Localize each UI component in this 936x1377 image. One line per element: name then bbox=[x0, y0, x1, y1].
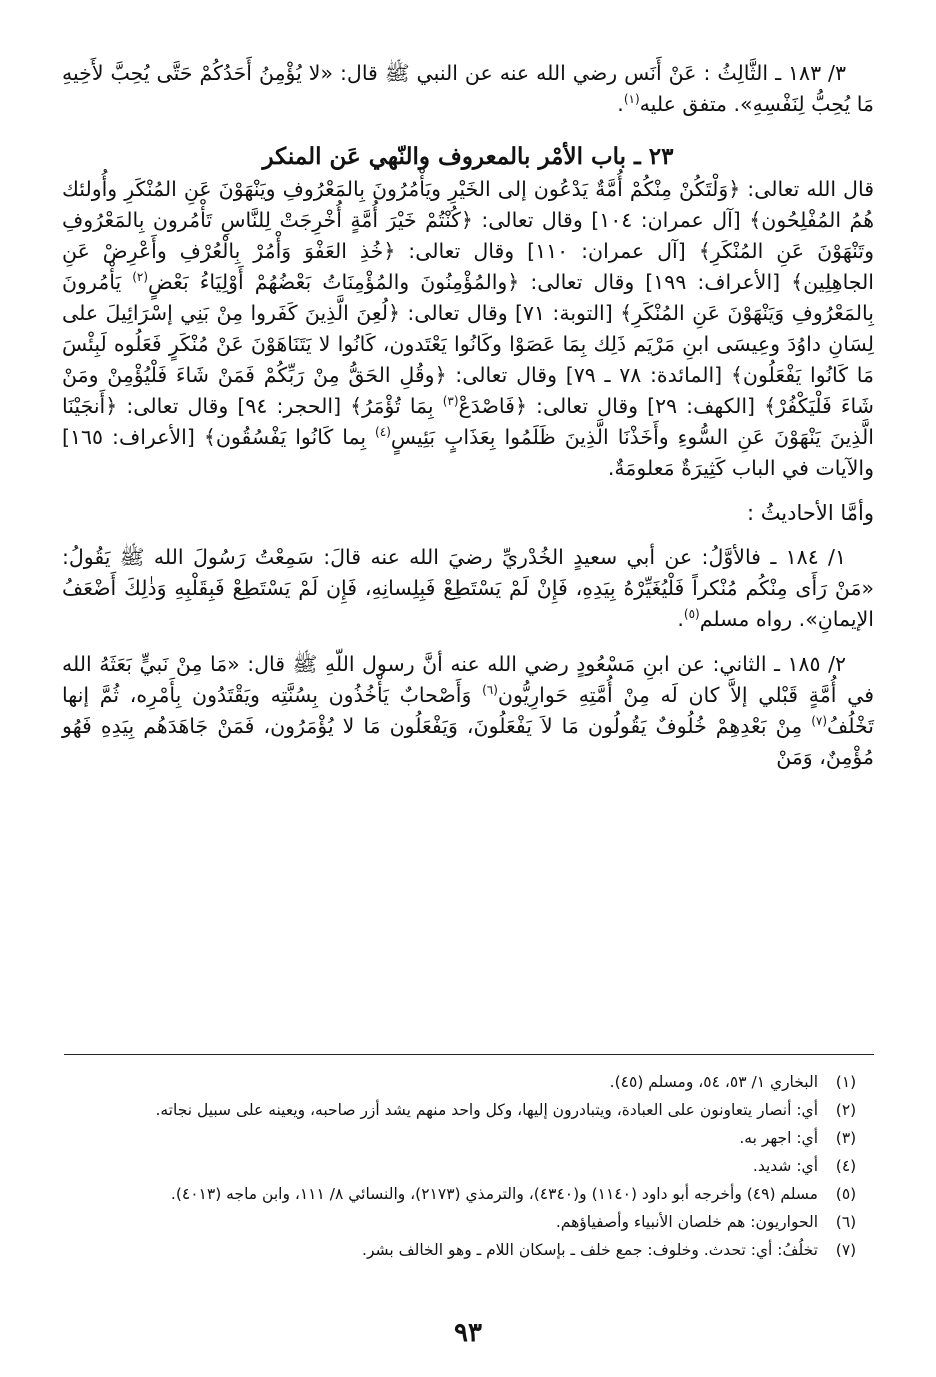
footnote-item bbox=[62, 1236, 874, 1264]
footnote-text: الحواريون: هم خلصان الأنبياء وأصفياؤهم. bbox=[555, 1213, 818, 1231]
chapter-heading: ٢٣ ـ باب الأمْر بالمعروف والنّهي عَن المنكر bbox=[262, 143, 674, 170]
footnote-item bbox=[62, 1068, 874, 1096]
footnote-text: مسلم (٤٩) وأخرجه أبو داود (١١٤٠) و(٤٣٤٠)، والترمذي (٢١٧٣)، والنسائي ٨/ ١١١، وابن ماجه (٤٠١٣). bbox=[170, 1185, 818, 1203]
footnote-ref-4[interactable]: (٤) bbox=[375, 425, 391, 440]
hadith-183: ٣/ ١٨٣ ـ الثَّالِثُ : عَنْ أَنَس رضي الله عنه عن النبي ﷺ قال: «لا يُؤْمِنُ أَحَدُكُمْ حَتَّى يُحِبَّ لأَخِيهِ مَا يُحِبُّ لِنَفْسِهِ». متفق عليه$^{(١)}$. bbox=[62, 61, 874, 116]
footnote-ref-6[interactable]: (٦) bbox=[482, 683, 498, 698]
footnote-divider bbox=[64, 1054, 874, 1055]
footnote-number: (٣) bbox=[835, 1129, 857, 1147]
footnote-item bbox=[62, 1124, 874, 1152]
footnote-text: تخلُفُ: أي: تحدث. وخلوف: جمع خلف ـ بإسكان اللام ـ وهو الخالف بشر. bbox=[362, 1241, 818, 1259]
chapter-verses bbox=[62, 174, 874, 484]
hadith-185-part-1: ٢/ ١٨٥ ـ الثاني: عن ابنِ مَسْعُودٍ رضي الله عنه أنَّ رسول اللّهِ ﷺ قال: «مَا مِنْ نَبيٍّ بَعَثَهُ الله في أُمَّةٍ قَبْلي إلاَّ كان لَه مِنْ أُمَّتِهِ حَوارِيُّون bbox=[62, 652, 874, 707]
hadith-185-part-2: وَأَصْحابٌ يَأْخُذُون بِسُنَّتِه ويَقْتَدُون بِأَمْرِه، ثُمَّ إنها تَخْلُفُ bbox=[62, 683, 874, 738]
footnote-ref-7[interactable]: (٧) bbox=[811, 714, 828, 729]
verses-part-2: يَأْمُرونَ بِالمَعْرُوفِ وَيَنْهَوْنَ عَنِ المُنْكَرِ﴾ [التوبة: ٧١] وقال تعالى: ﴿لُعِنَ الَّذِينَ كَفَروا مِنْ بَنِي إسْرَائِيلَ على لِسَانِ داوُدَ وعِيسَى ابنِ مَرْيَم ذَلِك بِمَا عَصَوْا وكَانُوا يَعْتَدون، كَانُوا لا يَتَنَاهَوْنَ عَنْ مُنْكَرٍ فَعَلُوه لَبِئْسَ مَا كَانُوا يَفْعَلُون﴾ [المائدة: ٧٨ ـ ٧٩] وقال تعالى: ﴿وقُلِ الحَقُّ مِنْ رَبِّكُمْ فَمَنْ شَاءَ فَلْيُؤْمِنْ ومَنْ شَاءَ فَلْيَكْفُرْ﴾ [الكهف: ٢٩] وقال تعالى: ﴿فَاصْدَعْ bbox=[62, 270, 874, 418]
page-number: ٩٣ bbox=[454, 1318, 482, 1348]
footnote-text: أي: أنصار يتعاونون على العبادة، ويتبادرون إليها، وكل واحد منهم يشد أزر صاحبه، ويعينه على سبيل نجاته. bbox=[155, 1101, 818, 1119]
footnote-number: (٥) bbox=[835, 1185, 857, 1203]
spacer bbox=[62, 484, 874, 498]
footnote-ref-3[interactable]: (٣) bbox=[442, 394, 459, 409]
hadith-184: ١/ ١٨٤ ـ فالأوَّلُ: عن أبي سعيدٍ الخُدْريِّ رضيَ الله عنه قالَ: سَمِعْتُ رَسُولَ الله ﷺ يَقُولُ: «مَنْ رَأَى مِنْكُم مُنْكراً فَلْيُغَيِّرْهُ بِيَدِهِ، فَإِنْ لَمْ يَسْتَطِعْ فَبِلِسانِهِ، فَإِن لَمْ يَسْتَطِعْ فَبِقَلْبِهِ وَذٰلِكَ أَضْعَفُ الإيمانِ». رواه مسلم$^{(٥)}$. bbox=[62, 545, 874, 631]
footnote-ref-5[interactable]: (٥) bbox=[683, 607, 700, 622]
verses-part-4: بِما كَانُوا يَفْسُقُون﴾ [الأعراف: ١٦٥] والآيات في الباب كَثِيرَةٌ مَعلومَةٌ. bbox=[62, 425, 874, 480]
footnote-number: (١) bbox=[835, 1073, 857, 1091]
footnote-ref-2[interactable]: (٢) bbox=[132, 270, 149, 285]
spacer bbox=[62, 528, 874, 542]
footnote-number: (٢) bbox=[835, 1101, 857, 1119]
hadith-184-text: ١/ ١٨٤ ـ فالأوَّلُ: عن أبي سعيدٍ الخُدْريِّ رضيَ الله عنه قالَ: سَمِعْتُ رَسُولَ الله ﷺ يَقُولُ: «مَنْ رَأَى مِنْكُم مُنْكراً فَلْيُغَيِّرْهُ بِيَدِهِ، فَإِنْ لَمْ يَسْتَطِعْ فَبِلِسانِهِ، فَإِن لَمْ يَسْتَطِعْ فَبِقَلْبِهِ وَذٰلِكَ أَضْعَفُ الإيمانِ». رواه مسلم bbox=[62, 545, 874, 631]
footnote-item bbox=[62, 1180, 874, 1208]
spacer bbox=[62, 635, 874, 649]
ahadith-heading: وأمَّا الأحاديثُ : bbox=[746, 501, 874, 525]
footnote-item bbox=[62, 1096, 874, 1124]
hadith-185 bbox=[62, 649, 874, 773]
footnote-number: (٤) bbox=[835, 1157, 857, 1175]
spacer bbox=[62, 120, 874, 140]
footnote-text: أي: اجهر به. bbox=[739, 1129, 818, 1147]
footnotes bbox=[62, 1068, 874, 1264]
footnote-ref-1[interactable]: (١) bbox=[623, 92, 640, 107]
footnote-item bbox=[62, 1208, 874, 1236]
footnote-number: (٦) bbox=[835, 1213, 857, 1231]
verses-part-1: قال الله تعالى: ﴿وَلْتَكُنْ مِنْكُمْ أُمَّةٌ يَدْعُون إلى الخَيْرِ ويَأْمُرُونَ بِالمَعْرُوفِ ويَنْهَوْنَ عَنِ المُنْكَرِ وأُولئك هُمُ المُفْلِحُون﴾ [آل عمران: ١٠٤] وقال تعالى: ﴿كُنْتُمْ خَيْرَ أُمَّةٍ أُخْرِجَتْ لِلنَّاسِ تَأْمُرون بِالمَعْرُوفِ وتَنْهَوْنَ عَنِ المُنْكَرِ﴾ [آل عمران: ١١٠] وقال تعالى: ﴿خُذِ العَفْوَ وَأْمُرْ بِالْعُرْفِ وأَعْرِضْ عَنِ الجاهِلِين﴾ [الأعراف: ١٩٩] وقال تعالى: ﴿والمُؤْمِنُونَ والمُؤْمِنَاتُ بَعْضُهُمْ أَوْلِيَاءُ بَعْضٍ bbox=[62, 177, 874, 294]
hadith-185-part-3: مِنْ بَعْدِهِمْ خُلُوفٌ يَقُولُون مَا لاَ يَفْعَلُونَ، وَيَفْعَلُون مَا لا يُؤْمَرُون، فَمَنْ جَاهَدَهُم بِيَدِهِ فَهُو مُؤْمِنٌ، وَمَنْ bbox=[62, 714, 874, 769]
hadith-183-text: ٣/ ١٨٣ ـ الثَّالِثُ : عَنْ أَنَس رضي الله عنه عن النبي ﷺ قال: «لا يُؤْمِنُ أَحَدُكُمْ حَتَّى يُحِبَّ لأَخِيهِ مَا يُحِبُّ لِنَفْسِهِ». متفق عليه bbox=[62, 61, 874, 116]
footnote-item bbox=[62, 1152, 874, 1180]
footnote-text: أي: شديد. bbox=[752, 1157, 818, 1175]
footnote-number: (٧) bbox=[835, 1241, 857, 1259]
footnote-text: البخاري ١/ ٥٣، ٥٤، ومسلم (٤٥). bbox=[609, 1073, 818, 1091]
verses-part-3: بِمَا تُؤْمَرُ﴾ [الحجر: ٩٤] وقال تعالى: ﴿أَنجَيْنَا الَّذِينَ يَنْهَوْنَ عَنِ السُّوءِ وأَخَذْنَا الَّذِينَ ظَلَمُوا بِعَذَابٍ بَئِيسٍ bbox=[62, 394, 874, 449]
